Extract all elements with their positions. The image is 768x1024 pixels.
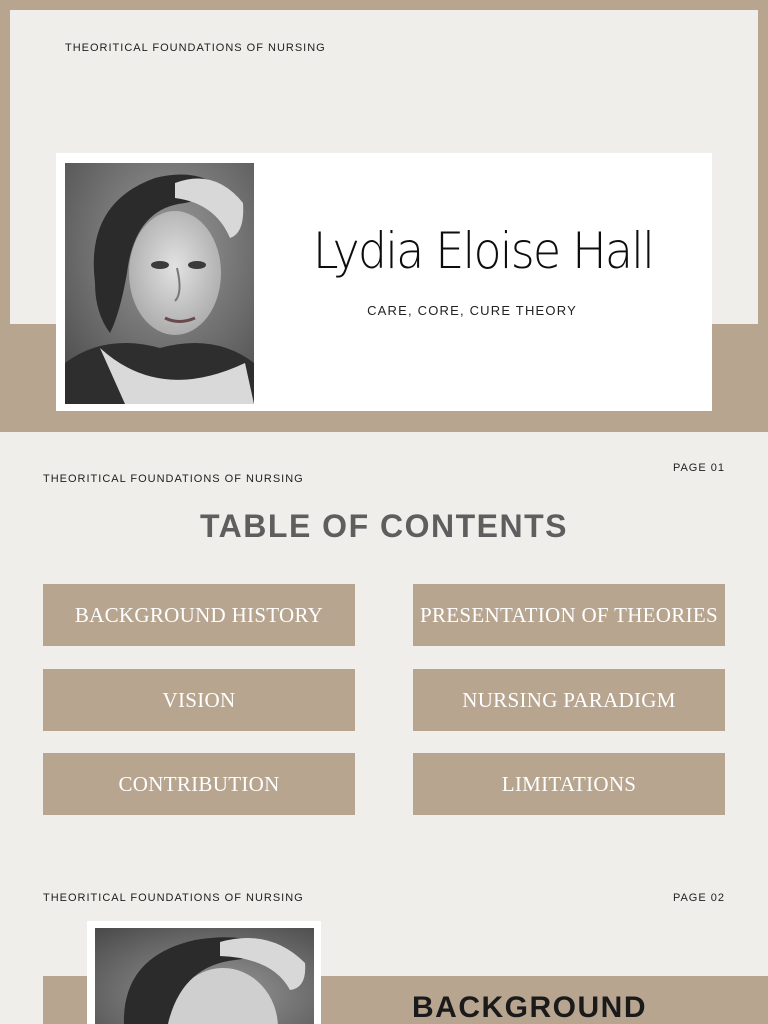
toc-item-presentation-of-theories[interactable]: PRESENTATION OF THEORIES <box>413 584 725 646</box>
toc-kicker: THEORITICAL FOUNDATIONS OF NURSING <box>43 473 304 485</box>
toc-page-number: PAGE 01 <box>672 462 725 474</box>
cover-name: Lydia Eloise Hall <box>312 222 654 280</box>
toc-item-limitations[interactable]: LIMITATIONS <box>413 753 725 815</box>
background-slide <box>0 864 768 1024</box>
toc-item-contribution[interactable]: CONTRIBUTION <box>43 753 355 815</box>
background-portrait-photo <box>95 928 314 1024</box>
background-kicker: THEORITICAL FOUNDATIONS OF NURSING <box>43 892 304 904</box>
toc-title: TABLE OF CONTENTS <box>200 508 568 544</box>
portrait-photo <box>65 163 254 404</box>
background-page-number: PAGE 02 <box>672 892 725 904</box>
toc-item-nursing-paradigm[interactable]: NURSING PARADIGM <box>413 669 725 731</box>
cover-subtitle: CARE, CORE, CURE THEORY <box>367 303 577 318</box>
toc-item-vision[interactable]: VISION <box>43 669 355 731</box>
toc-item-background-history[interactable]: BACKGROUND HISTORY <box>43 584 355 646</box>
background-heading: BACKGROUND <box>412 991 647 1024</box>
cover-slide <box>0 0 768 432</box>
toc-slide <box>0 432 768 864</box>
cover-kicker: THEORITICAL FOUNDATIONS OF NURSING <box>65 42 326 54</box>
